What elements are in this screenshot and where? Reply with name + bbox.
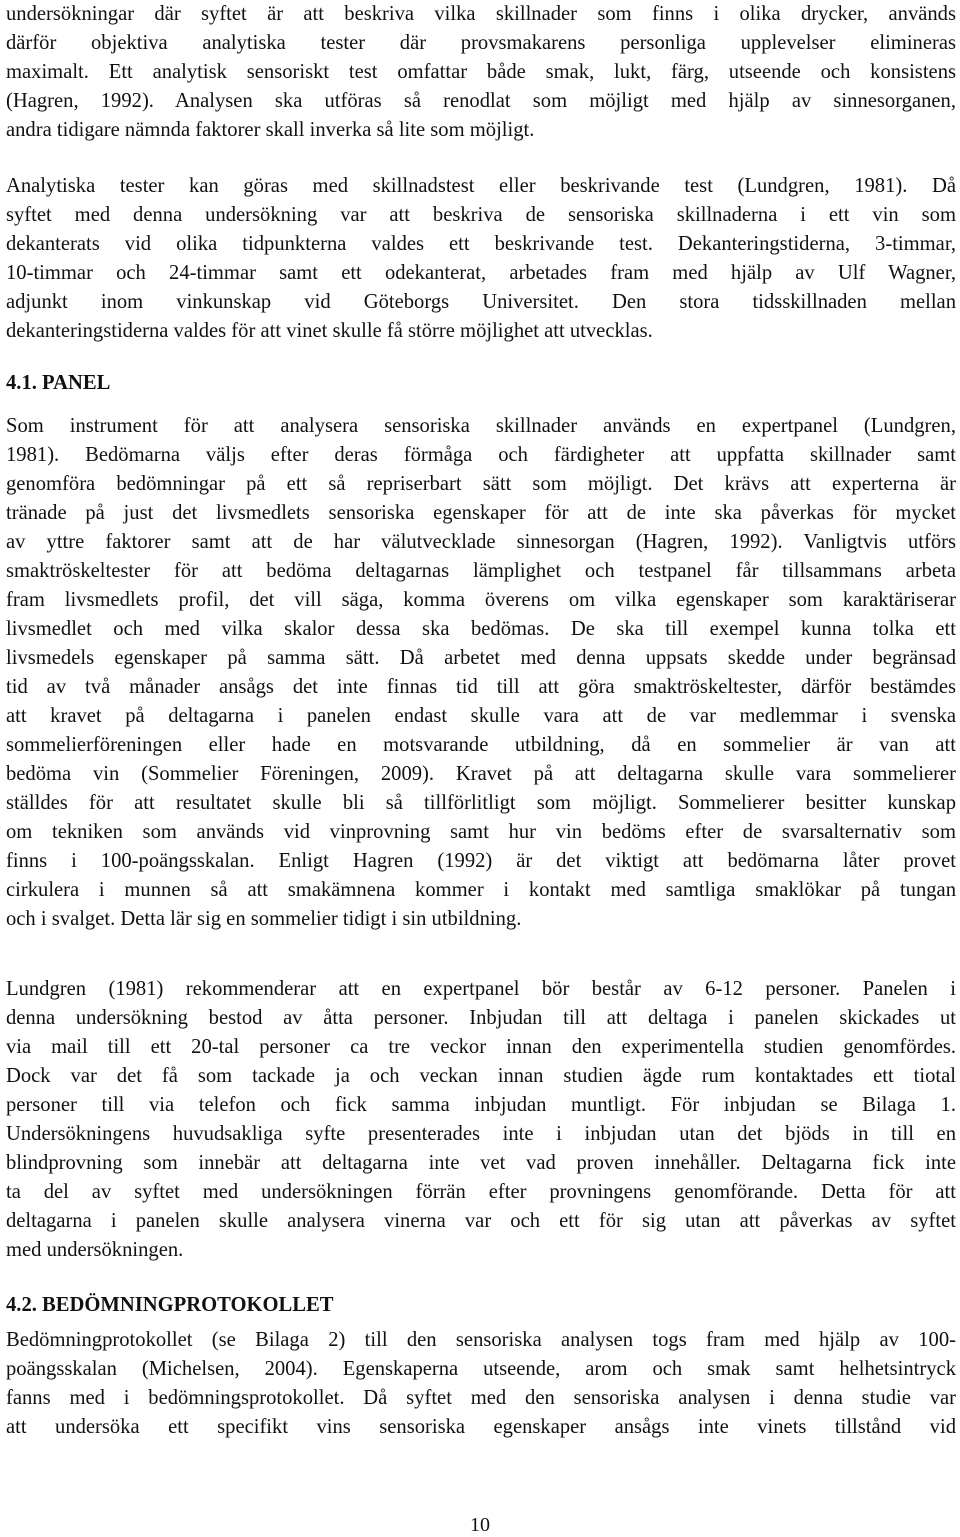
- paragraph-line: via mail till ett 20-tal personer ca tre veckor innan den experimentella studien genomfördes.: [6, 1036, 956, 1058]
- paragraph-line: Undersökningens huvudsakliga syfte presenterades inte i inbjudan utan det bjöds in till en: [6, 1123, 956, 1145]
- paragraph-line: livsmedels egenskaper på samma sätt. Då arbetet med denna uppsats skedde under begränsad: [6, 647, 956, 669]
- paragraph-line: tid av två månader ansågs det inte finnas tid till att göra smaktröskeltester, därför bestämdes: [6, 676, 956, 698]
- paragraph-line: tränade på just det livsmedlets sensoriska egenskaper för att de inte ska påverkas för mycket: [6, 502, 956, 524]
- paragraph-line: (Hagren, 1992). Analysen ska utföras så renodlat som möjligt med hjälp av sinnesorganen,: [6, 90, 956, 112]
- paragraph-line: Som instrument för att analysera sensoriska skillnader används en expertpanel (Lundgren,: [6, 415, 956, 437]
- paragraph-line: cirkulera i munnen så att smakämnena kommer i kontakt med samtliga smaklökar på tungan: [6, 879, 956, 901]
- paragraph-line: undersökningar där syftet är att beskriva vilka skillnader som finns i olika drycker, används: [6, 3, 956, 25]
- paragraph-line: därför objektiva analytiska tester där provsmakarens personliga upplevelser elimineras: [6, 32, 956, 54]
- paragraph-line: fram livsmedlets profil, det vill säga, komma överens om vilka egenskaper som karaktäriserar: [6, 589, 956, 611]
- paragraph-line: av yttre faktorer samt att de har välutvecklade sinnesorgan (Hagren, 1992). Vanligtvis utförs: [6, 531, 956, 553]
- paragraph-line: fanns med i bedömningsprotokollet. Då syftet med den sensoriska analysen i denna studie var: [6, 1387, 956, 1409]
- paragraph-line: bedöma vin (Sommelier Föreningen, 2009). Kravet på att deltagarna skulle vara sommelierer: [6, 763, 956, 785]
- paragraph-line: ställdes för att resultatet skulle bli så tillförlitligt som möjligt. Sommelierer besitter kunskap: [6, 792, 956, 814]
- paragraph-line: Dock var det få som tackade ja och veckan innan studien ägde rum kontaktades ett tiotal: [6, 1065, 956, 1087]
- paragraph-line: genomföra bedömningar på ett så repriserbart sätt som möjligt. Det krävs att experterna är: [6, 473, 956, 495]
- paragraph-line: Analytiska tester kan göras med skillnadstest eller beskrivande test (Lundgren, 1981). Då: [6, 175, 956, 197]
- paragraph-line: 1981). Bedömarna väljs efter deras förmåga och färdigheter att uppfatta skillnader samt: [6, 444, 956, 466]
- paragraph-line: andra tidigare nämnda faktorer skall inverka så lite som möjligt.: [6, 119, 535, 141]
- paragraph-line: sommelierföreningen eller hade en motsvarande utbildning, då en sommelier är van att: [6, 734, 956, 756]
- paragraph-line: finns i 100-poängsskalan. Enligt Hagren (1992) är det viktigt att bedömarna låter provet: [6, 850, 956, 872]
- section-heading: 4.1. PANEL: [6, 372, 111, 394]
- paragraph-line: smaktröskeltester för att bedöma deltagarnas lämplighet och testpanel får tillsammans arbeta: [6, 560, 956, 582]
- paragraph-line: maximalt. Ett analytisk sensoriskt test omfattar både smak, lukt, färg, utseende och konsistens: [6, 61, 956, 83]
- paragraph-line: Bedömningprotokollet (se Bilaga 2) till den sensoriska analysen togs fram med hjälp av 100-: [6, 1329, 956, 1351]
- paragraph-line: syftet med denna undersökning var att beskriva de sensoriska skillnaderna i ett vin som: [6, 204, 956, 226]
- paragraph-line: och i svalget. Detta lär sig en sommelier tidigt i sin utbildning.: [6, 908, 522, 930]
- paragraph-line: att undersöka ett specifikt vins sensoriska egenskaper ansågs inte vinets tillstånd vid: [6, 1416, 956, 1438]
- page-number: 10: [470, 1514, 490, 1536]
- paragraph-line: denna undersökning bestod av åtta personer. Inbjudan till att deltaga i panelen skickades ut: [6, 1007, 956, 1029]
- paragraph-line: Lundgren (1981) rekommenderar att en expertpanel bör består av 6-12 personer. Panelen i: [6, 978, 956, 1000]
- paragraph-line: ta del av syftet med undersökningen förrän efter provningens genomförande. Detta för att: [6, 1181, 956, 1203]
- paragraph-line: med undersökningen.: [6, 1239, 184, 1261]
- paragraph-line: poängsskalan (Michelsen, 2004). Egenskaperna utseende, arom och smak samt helhetsintryck: [6, 1358, 956, 1380]
- paragraph-line: att kravet på deltagarna i panelen endast skulle vara att de var medlemmar i svenska: [6, 705, 956, 727]
- paragraph-line: dekanteringstiderna valdes för att vinet skulle få större möjlighet att utvecklas.: [6, 320, 653, 342]
- paragraph-line: livsmedlet och med vilka skalor dessa ska bedömas. De ska till exempel kunna tolka ett: [6, 618, 956, 640]
- paragraph-line: om tekniken som används vid vinprovning samt hur vin bedöms efter de svarsalternativ som: [6, 821, 956, 843]
- section-heading: 4.2. BEDÖMNINGPROTOKOLLET: [6, 1294, 334, 1316]
- paragraph-line: 10-timmar och 24-timmar samt ett odekanterat, arbetades fram med hjälp av Ulf Wagner,: [6, 262, 956, 284]
- paragraph-line: blindprovning som innebär att deltagarna inte vet vad proven innehåller. Deltagarna fick inte: [6, 1152, 956, 1174]
- paragraph-line: dekanterats vid olika tidpunkterna valdes ett beskrivande test. Dekanteringstiderna, 3-timmar,: [6, 233, 956, 255]
- paragraph-line: personer till via telefon och fick samma inbjudan muntligt. För inbjudan se Bilaga 1.: [6, 1094, 956, 1116]
- paragraph-line: adjunkt inom vinkunskap vid Göteborgs Universitet. Den stora tidsskillnaden mellan: [6, 291, 956, 313]
- paragraph-line: deltagarna i panelen skulle analysera vinerna var och ett för sig utan att påverkas av syftet: [6, 1210, 956, 1232]
